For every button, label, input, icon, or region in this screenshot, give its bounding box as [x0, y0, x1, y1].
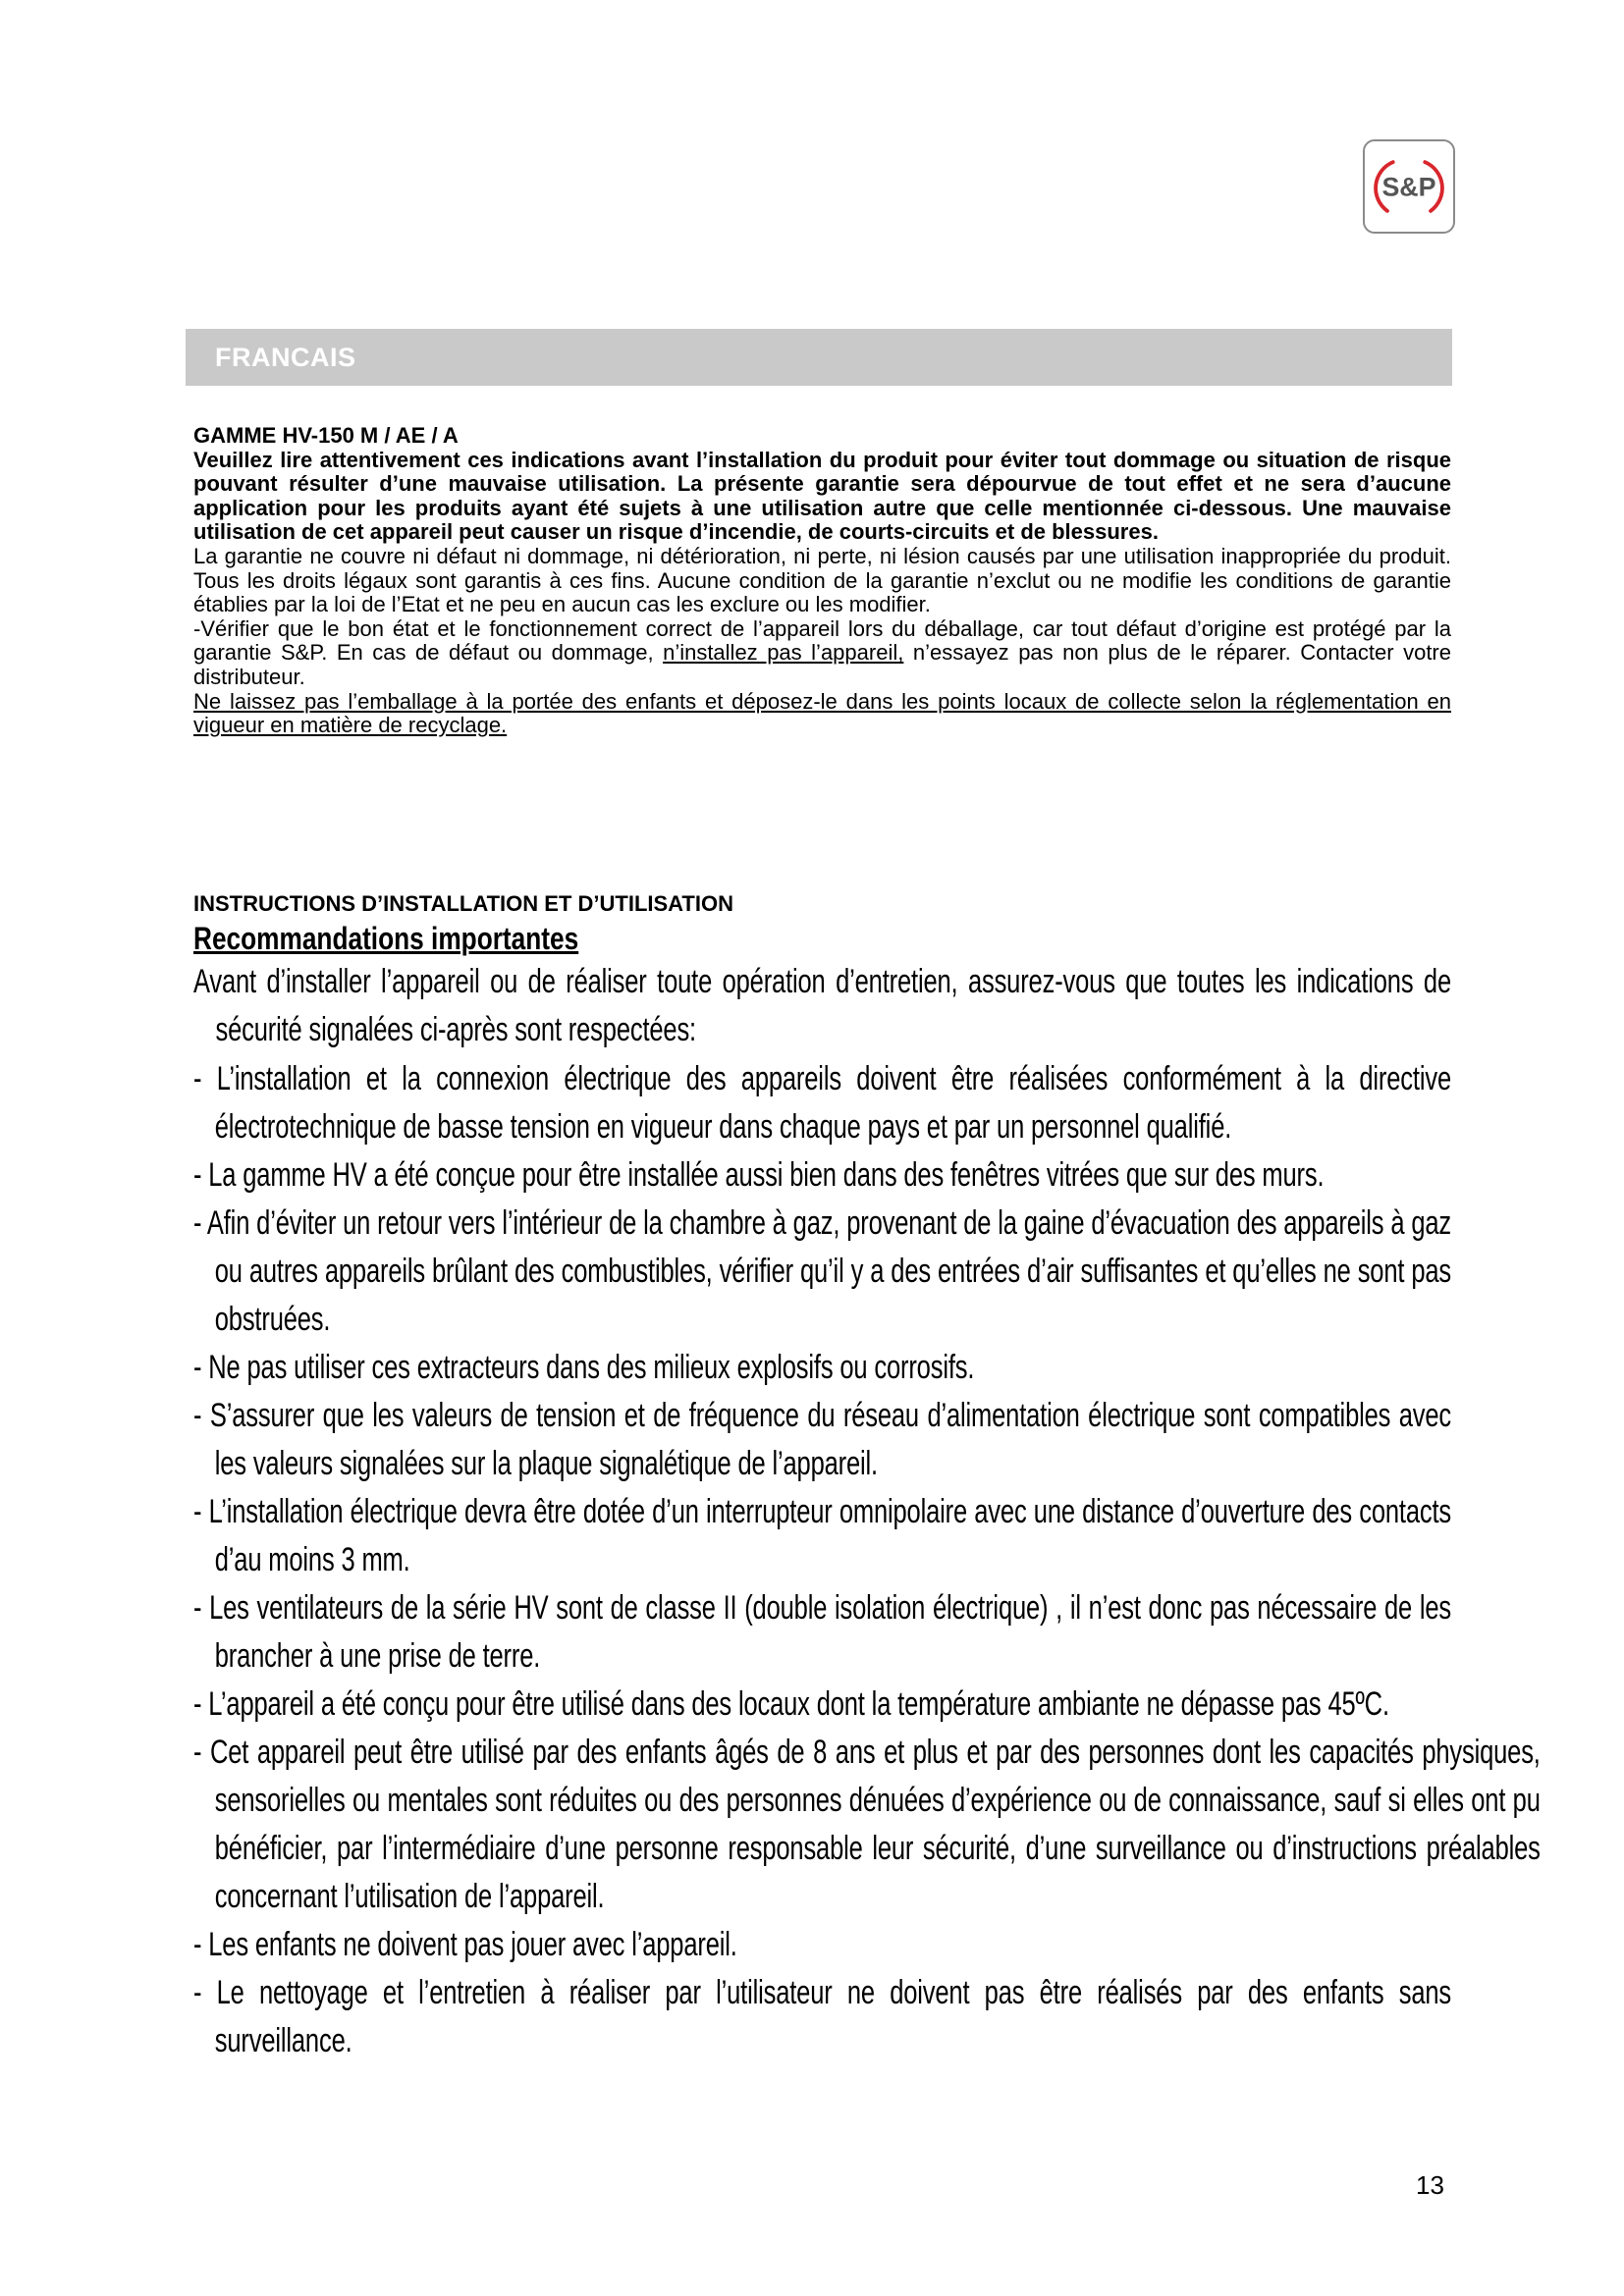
safety-item: - Le nettoyage et l’entretien à réaliser par l’utilisateur ne doivent pas être réalisés par des enfants sans surveillance.	[193, 1974, 1451, 2059]
unpacking-check-text: -Vérifier que le bon état et le fonctionnement correct de l’appareil lors du déballage, car tout défaut d’origine est protégé par la garantie S&P. En cas de défaut ou dommage,	[193, 615, 1451, 666]
safety-item: - L’appareil a été conçu pour être utilisé dans des locaux dont la température ambiante ne dépasse pas 45ºC.	[193, 1685, 1389, 1723]
safety-item: - S’assurer que les valeurs de tension et de fréquence du réseau d’alimentation électrique sont compatibles avec les valeurs signalées sur la plaque signalétique de l’appareil.	[193, 1397, 1451, 1482]
safety-instructions-body	[193, 958, 1541, 2065]
safety-item: - Afin d’éviter un retour vers l’intérieur de la chambre à gaz, provenant de la gaine d’évacuation des appareils à gaz ou autres appareils brûlant des combustibles, vérifier qu’il y a des entrées d’air suffisantes et qu’elles ne sont pas obstruées.	[193, 1204, 1451, 1338]
do-not-install-warning: n’installez pas l’appareil,	[663, 640, 904, 666]
safety-item: - Cet appareil peut être utilisé par des enfants âgés de 8 ans et plus et par des personnes dont les capacités physiques, sensorielles ou mentales sont réduites ou des personnes dénuées d’expérience ou de connaissance, sauf si elles ont pu bénéficier, par l’intermédiaire d’une personne responsable leur sécurité, d’une surveillance ou d’instructions préalables concernant l’utilisation de l’appareil.	[193, 1734, 1541, 1915]
language-label: FRANCAIS	[215, 343, 356, 372]
warranty-section	[193, 424, 1451, 738]
safety-item: - L’installation électrique devra être dotée d’un interrupteur omnipolaire avec une distance d’ouverture des contacts d’au moins 3 mm.	[193, 1493, 1451, 1578]
instructions-section	[193, 891, 1541, 2065]
safety-intro: Avant d’installer l’appareil ou de réaliser toute opération d’entretien, assurez-vous que toutes les indications de sécurité signalées ci-après sont respectées:	[193, 963, 1451, 1048]
logo-text: S&P	[1381, 172, 1436, 202]
page-number: 13	[1416, 2170, 1444, 2200]
product-range-title: GAMME HV-150 M / AE / A	[193, 423, 459, 448]
safety-item: - Les ventilateurs de la série HV sont de classe II (double isolation électrique) , il n’est donc pas nécessaire de les brancher à une prise de terre.	[193, 1589, 1451, 1675]
warranty-bold-paragraph: Veuillez lire attentivement ces indications avant l’installation du produit pour éviter tout dommage ou situation de risque pouvant résulter d’une mauvaise utilisation. La présente garantie sera dépourvue de tout effet et ne sera d’aucune application pour les produits ayant été sujets à une utilisation autre que celle mentionnée ci-dessous. Une mauvaise utilisation de cet appareil peut causer un risque d’incendie, de courts-circuits et de blessures.	[193, 447, 1451, 545]
language-header-bar	[186, 329, 1452, 386]
unpacking-check-text-end: n’essayez pas non plus de le réparer. Contacter votre distributeur.	[193, 640, 1451, 689]
safety-item: - Les enfants ne doivent pas jouer avec l’appareil.	[193, 1926, 737, 1963]
safety-item: - Ne pas utiliser ces extracteurs dans des milieux explosifs ou corrosifs.	[193, 1349, 975, 1386]
warranty-coverage-paragraph: La garantie ne couvre ni défaut ni dommage, ni détérioration, ni perte, ni lésion causés par une utilisation inappropriée du produit. Tous les droits légaux sont garantis à ces fins. Aucune condition de la garantie n’exclut ou ne modifie les conditions de garantie établies par la loi de l’Etat et ne peu en aucun cas les exclure ou les modifier.	[193, 543, 1451, 617]
safety-item: - La gamme HV a été conçue pour être installée aussi bien dans des fenêtres vitrées que sur des murs.	[193, 1156, 1325, 1194]
recommendations-heading: Recommandations importantes	[193, 921, 579, 956]
packaging-recycling-notice: Ne laissez pas l’emballage à la portée des enfants et déposez-le dans les points locaux de collecte selon la réglementation en vigueur en matière de recyclage.	[193, 688, 1451, 738]
unpacking-check-paragraph	[193, 617, 1451, 690]
sp-logo-icon	[1365, 141, 1453, 232]
safety-item: - L’installation et la connexion électrique des appareils doivent être réalisées conformément à la directive électrotechnique de basse tension en vigueur dans chaque pays et par un personnel qualifié.	[193, 1060, 1451, 1146]
instructions-title: INSTRUCTIONS D’INSTALLATION ET D’UTILISATION	[193, 891, 733, 916]
brand-logo	[1363, 139, 1455, 234]
